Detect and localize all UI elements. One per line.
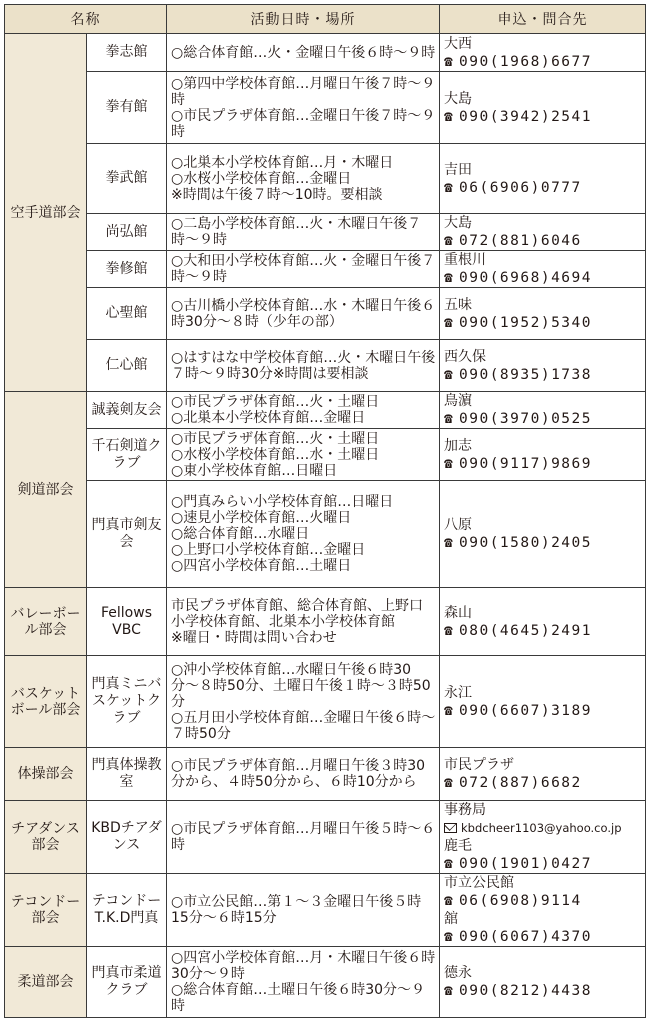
- activity-line: ○古川橋小学校体育館…水・木曜日午後６時30分〜８時（少年の部）: [171, 297, 436, 330]
- activity-line: ○水桜小学校体育館…金曜日: [171, 170, 352, 187]
- phone-number: 090(8935)1738: [459, 366, 592, 383]
- contact-name: 五味: [444, 296, 472, 313]
- club-name: 拳志館: [87, 34, 167, 72]
- email-address: kbdcheer1103@yahoo.co.jp: [461, 821, 622, 835]
- activity-info: [167, 144, 440, 214]
- activity-line: ○上野口小学校体育館…金曜日: [171, 542, 366, 558]
- contact-info: [440, 288, 646, 340]
- phone-link[interactable]: [444, 892, 642, 910]
- phone-icon: ☎: [444, 270, 453, 286]
- phone-icon: ☎: [444, 775, 453, 791]
- activity-line: ○門真みらい小学校体育館…日曜日: [171, 494, 394, 510]
- phone-icon: ☎: [444, 702, 453, 719]
- activity-info: [167, 947, 440, 1018]
- phone-number: 090(6067)4370: [459, 929, 592, 945]
- phone-number: 072(887)6682: [459, 775, 582, 791]
- club-name: 門真市柔道クラブ: [87, 947, 167, 1018]
- phone-link[interactable]: [444, 455, 642, 473]
- phone-number: 090(9117)9869: [459, 455, 592, 472]
- activity-info: [167, 34, 440, 72]
- contact-name: 市立公民館: [444, 875, 514, 891]
- phone-link[interactable]: [444, 366, 642, 384]
- phone-icon: ☎: [444, 53, 453, 70]
- phone-link[interactable]: [444, 410, 642, 428]
- phone-number: 090(8212)4438: [459, 983, 592, 999]
- phone-link[interactable]: [444, 702, 642, 720]
- activity-line: ○五月田小学校体育館…金曜日午後６時〜７時50分: [171, 709, 436, 742]
- table-row: [5, 947, 646, 1018]
- club-name: 拳武館: [87, 144, 167, 214]
- contact-info: [440, 656, 646, 748]
- phone-icon: ☎: [444, 535, 453, 551]
- phone-icon: ☎: [444, 233, 453, 249]
- contact-info: [440, 801, 646, 874]
- category-gymnastics: 体操部会: [5, 748, 87, 801]
- club-name: 門真体操教室: [87, 748, 167, 801]
- contact-name: 森山: [444, 604, 472, 621]
- phone-icon: ☎: [444, 929, 453, 945]
- activity-info: [167, 656, 440, 748]
- header-activity: 活動日時・場所: [167, 5, 440, 34]
- table-row: [5, 214, 646, 251]
- activity-line: ○市民プラザ体育館…火・土曜日: [171, 394, 380, 410]
- contact-name: 永江: [444, 684, 472, 701]
- activity-info: [167, 588, 440, 656]
- contact-name: 市民プラザ: [444, 757, 514, 773]
- activity-info: [167, 874, 440, 947]
- phone-link[interactable]: [444, 232, 642, 250]
- header-name: 名称: [5, 5, 167, 34]
- activity-line: ○総合体育館…火・金曜日午後６時〜９時: [171, 44, 436, 61]
- contact-info: [440, 251, 646, 288]
- phone-number: 080(4645)2491: [459, 622, 592, 639]
- contact-name: 鳥濵: [444, 393, 472, 409]
- activity-line: ○第四中学校体育館…月曜日午後７時〜９時: [171, 75, 436, 108]
- activity-line: 市民プラザ体育館、総合体育館、上野口小学校体育館、北巣本小学校体育館: [171, 597, 423, 630]
- phone-icon: ☎: [444, 366, 453, 383]
- phone-icon: ☎: [444, 983, 453, 999]
- table-row: [5, 588, 646, 656]
- contact-name: 事務局: [444, 802, 486, 818]
- activity-line: ○大和田小学校体育館…火・金曜日午後７時〜９時: [171, 253, 436, 285]
- club-name: テコンドーT.K.D門真: [87, 874, 167, 947]
- phone-number: 090(3970)0525: [459, 411, 592, 427]
- contact-info: [440, 34, 646, 72]
- phone-number: 090(1580)2405: [459, 535, 592, 551]
- phone-number: 06(6906)0777: [459, 179, 582, 196]
- phone-number: 072(881)6046: [459, 233, 582, 249]
- activity-line: ○四宮小学校体育館…土曜日: [171, 558, 352, 574]
- contact-info: [440, 214, 646, 251]
- contact-info: [440, 392, 646, 429]
- table-row: [5, 34, 646, 72]
- contact-name: 大島: [444, 215, 472, 231]
- contact-name-2: 鹿毛: [444, 838, 472, 854]
- activity-line: ○速見小学校体育館…火曜日: [171, 510, 352, 526]
- contact-info: [440, 429, 646, 481]
- activity-line: ※時間は午後７時〜10時。要相談: [171, 186, 383, 203]
- activity-line: ○東小学校体育館…日曜日: [171, 462, 338, 479]
- contact-name: 重根川: [444, 252, 486, 268]
- activity-line: ○市立公民館…第１〜３金曜日午後５時15分〜６時15分: [171, 894, 422, 926]
- activity-line: ※曜日・時間は問い合わせ: [171, 629, 337, 646]
- phone-link[interactable]: [444, 534, 642, 552]
- club-name: 拳有館: [87, 72, 167, 144]
- activity-line: ○総合体育館…水曜日: [171, 526, 310, 542]
- email-link[interactable]: [444, 819, 642, 837]
- contact-info: [440, 340, 646, 392]
- header-row: [5, 5, 646, 34]
- phone-icon: ☎: [444, 411, 453, 427]
- activity-info: [167, 288, 440, 340]
- phone-number: 090(6968)4694: [459, 270, 592, 286]
- phone-icon: ☎: [444, 893, 453, 909]
- category-kendo: 剣道部会: [5, 392, 87, 588]
- category-karate: 空手道部会: [5, 34, 87, 392]
- contact-name: 德永: [444, 965, 472, 981]
- club-name: 門真ミニバスケットクラブ: [87, 656, 167, 748]
- activity-info: [167, 801, 440, 874]
- activity-line: ○四宮小学校体育館…月・木曜日午後６時30分〜９時: [171, 950, 436, 982]
- table-row: [5, 392, 646, 429]
- phone-link[interactable]: [444, 855, 642, 873]
- contact-info: [440, 874, 646, 947]
- table-row: [5, 429, 646, 481]
- table-row: [5, 874, 646, 947]
- table-row: [5, 251, 646, 288]
- phone-number: 090(1952)5340: [459, 314, 592, 331]
- contact-info: [440, 947, 646, 1018]
- phone-number: 06(6908)9114: [459, 893, 582, 909]
- contact-name: 大西: [444, 35, 472, 52]
- phone-link[interactable]: [444, 179, 642, 197]
- club-name: 尚弘館: [87, 214, 167, 251]
- contact-info: [440, 72, 646, 144]
- phone-number: 090(1968)6677: [459, 53, 592, 70]
- category-cheer: チアダンス部会: [5, 801, 87, 874]
- table-row: [5, 72, 646, 144]
- activity-line: ○水桜小学校体育館…水・土曜日: [171, 446, 380, 463]
- phone-number: 090(3942)2541: [459, 108, 592, 125]
- contact-info: [440, 748, 646, 801]
- activity-line: ○北巣本小学校体育館…金曜日: [171, 410, 366, 426]
- phone-link-2[interactable]: [444, 928, 642, 946]
- phone-link[interactable]: [444, 314, 642, 332]
- club-name: 心聖館: [87, 288, 167, 340]
- phone-number: 090(6607)3189: [459, 702, 592, 719]
- category-judo: 柔道部会: [5, 947, 87, 1018]
- phone-icon: ☎: [444, 179, 453, 196]
- contact-name-2: 舘: [444, 911, 458, 927]
- club-table: [4, 4, 646, 1018]
- contact-name: 吉田: [444, 161, 472, 178]
- phone-icon: ☎: [444, 314, 453, 331]
- activity-line: ○市民プラザ体育館…火・土曜日: [171, 430, 380, 447]
- table-row: [5, 801, 646, 874]
- activity-line: ○市民プラザ体育館…金曜日午後７時〜９時: [171, 107, 436, 140]
- phone-link[interactable]: [444, 982, 642, 1000]
- phone-link[interactable]: [444, 774, 642, 792]
- phone-icon: ☎: [444, 622, 453, 639]
- contact-name: 大島: [444, 90, 472, 107]
- activity-info: [167, 340, 440, 392]
- contact-name: 加志: [444, 437, 472, 454]
- club-name: 誠義剣友会: [87, 392, 167, 429]
- contact-info: [440, 481, 646, 588]
- contact-name: 八原: [444, 517, 472, 533]
- activity-info: [167, 72, 440, 144]
- category-basketball: バスケットボール部会: [5, 656, 87, 748]
- activity-line: ○市民プラザ体育館…月曜日午後５時〜６時: [171, 821, 436, 853]
- category-taekwondo: テコンドー部会: [5, 874, 87, 947]
- contact-name: 西久保: [444, 348, 486, 365]
- club-name: KBDチアダンス: [87, 801, 167, 874]
- table-row: [5, 481, 646, 588]
- phone-link[interactable]: [444, 622, 642, 640]
- phone-link[interactable]: [444, 269, 642, 287]
- table-row: [5, 144, 646, 214]
- activity-line: ○総合体育館…土曜日午後６時30分〜９時: [171, 982, 426, 1014]
- activity-info: [167, 214, 440, 251]
- phone-number: 090(1901)0427: [459, 856, 592, 872]
- club-name: 仁心館: [87, 340, 167, 392]
- table-row: [5, 340, 646, 392]
- phone-link[interactable]: [444, 53, 642, 71]
- club-name: 千石剣道クラブ: [87, 429, 167, 481]
- table-row: [5, 748, 646, 801]
- activity-line: ○北巣本小学校体育館…月・木曜日: [171, 154, 394, 171]
- mail-icon: [444, 823, 457, 833]
- phone-icon: ☎: [444, 455, 453, 472]
- header-contact: 申込・問合先: [440, 5, 646, 34]
- phone-icon: ☎: [444, 108, 453, 125]
- activity-info: [167, 429, 440, 481]
- activity-info: [167, 392, 440, 429]
- phone-link[interactable]: [444, 108, 642, 126]
- activity-line: ○沖小学校体育館…水曜日午後６時30分〜８時50分、土曜日午後１時〜３時50分: [171, 661, 431, 710]
- activity-line: ○市民プラザ体育館…月曜日午後３時30分から、４時50分から、６時10分から: [171, 758, 426, 790]
- activity-info: [167, 748, 440, 801]
- category-volleyball: バレーボール部会: [5, 588, 87, 656]
- activity-info: [167, 251, 440, 288]
- contact-info: [440, 588, 646, 656]
- table-row: [5, 656, 646, 748]
- phone-icon: ☎: [444, 856, 453, 872]
- club-name: Fellows VBC: [87, 588, 167, 656]
- activity-line: ○二島小学校体育館…火・木曜日午後７時〜９時: [171, 216, 422, 248]
- activity-info: [167, 481, 440, 588]
- activity-line: ○はすはな中学校体育館…火・木曜日午後７時〜９時30分※時間は要相談: [171, 349, 436, 382]
- club-name: 門真市剣友会: [87, 481, 167, 588]
- club-name: 拳修館: [87, 251, 167, 288]
- contact-info: [440, 144, 646, 214]
- table-row: [5, 288, 646, 340]
